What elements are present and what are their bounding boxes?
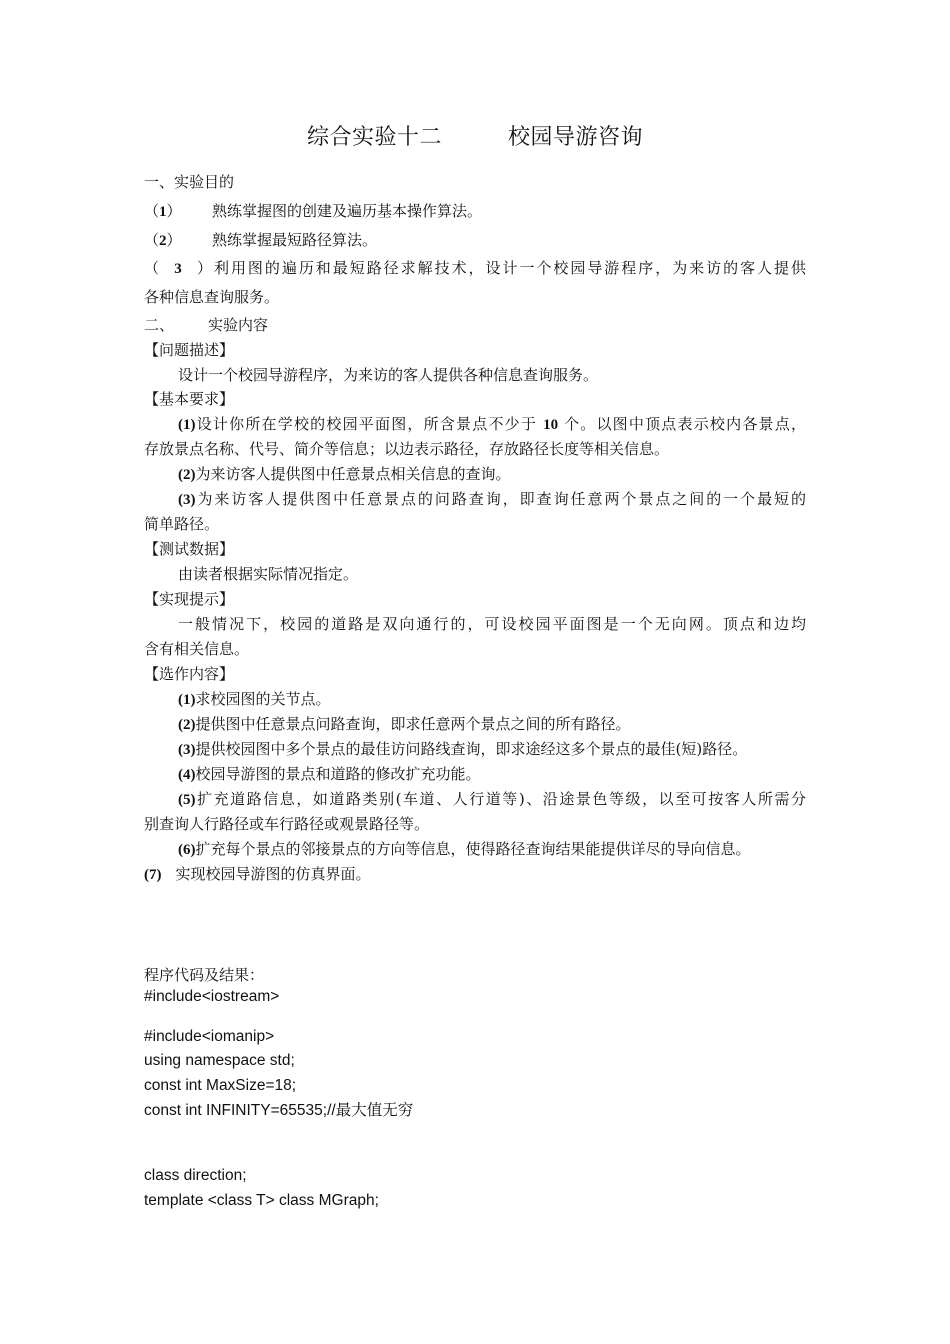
document-title xyxy=(0,120,950,151)
problem-text: 设计一个校园导游程序，为来访的客人提供各种信息查询服务。 xyxy=(178,366,599,384)
section2-heading: 二、 实验内容 xyxy=(144,316,269,334)
test-text: 由读者根据实际情况指定。 xyxy=(178,565,359,583)
objective-item-3: （3）利用图的遍历和最短路径求解技术，设计一个校园导游程序，为来访的客人提供 xyxy=(144,259,806,277)
optional-item-7: (7) 实现校园导游图的仿真界面。 xyxy=(144,865,371,883)
optional-item-1: (1)求校园图的关节点。 xyxy=(178,690,331,708)
optional-label: 【选作内容】 xyxy=(144,665,235,683)
code-line: using namespace std; xyxy=(144,1052,295,1069)
hint-label: 【实现提示】 xyxy=(144,590,235,608)
code-line: class direction; xyxy=(144,1167,247,1184)
code-line: #include<iostream> xyxy=(144,988,280,1005)
code-line: template <class T> class MGraph; xyxy=(144,1192,379,1209)
test-label: 【测试数据】 xyxy=(144,540,235,558)
basic-req-1: (1)设计你所在学校的校园平面图，所含景点不少于 10 个。以图中顶点表示校内各景点， xyxy=(178,415,806,433)
code-line: const int INFINITY=65535;//最大值无穷 xyxy=(144,1101,414,1119)
code-label: 程序代码及结果： xyxy=(144,966,265,984)
code-line: const int MaxSize=18; xyxy=(144,1077,297,1094)
basic-req-2: (2)为来访客人提供图中任意景点相关信息的查询。 xyxy=(178,465,511,483)
optional-item-5-cont: 别查询人行路径或车行路径或观景路径等。 xyxy=(144,815,430,833)
basic-label: 【基本要求】 xyxy=(144,390,235,408)
objective-item-2: （2） 熟练掌握最短路径算法。 xyxy=(144,231,378,249)
section1-heading: 一、实验目的 xyxy=(144,173,235,191)
title-part1: 综合实验十二 xyxy=(306,125,442,150)
problem-label: 【问题描述】 xyxy=(144,341,235,359)
code-line: #include<iomanip> xyxy=(144,1028,275,1045)
optional-item-6: (6)扩充每个景点的邻接景点的方向等信息，使得路径查询结果能提供详尽的导向信息。 xyxy=(178,840,751,858)
objective-item-3-cont: 各种信息查询服务。 xyxy=(144,288,280,306)
optional-item-5: (5)扩充道路信息，如道路类别(车道、人行道等)、沿途景色等级，以至可按客人所需分 xyxy=(178,790,806,808)
code-comment: 最大值无穷 xyxy=(335,1101,414,1119)
hint-cont: 含有相关信息。 xyxy=(144,640,250,658)
basic-req-3: (3)为来访客人提供图中任意景点的问路查询，即查询任意两个景点之间的一个最短的 xyxy=(178,490,806,508)
objective-item-1: （1） 熟练掌握图的创建及遍历基本操作算法。 xyxy=(144,202,483,220)
basic-req-1-cont: 存放景点名称、代号、简介等信息；以边表示路径，存放路径长度等相关信息。 xyxy=(144,440,670,458)
basic-req-3-cont: 简单路径。 xyxy=(144,515,220,533)
optional-item-4: (4)校园导游图的景点和道路的修改扩充功能。 xyxy=(178,765,481,783)
hint-text: 一般情况下，校园的道路是双向通行的，可设校园平面图是一个无向网。顶点和边均 xyxy=(178,615,806,633)
optional-item-3: (3)提供校园图中多个景点的最佳访问路线查询，即求途经这多个景点的最佳(短)路径。 xyxy=(178,740,748,758)
optional-item-2: (2)提供图中任意景点问路查询，即求任意两个景点之间的所有路径。 xyxy=(178,715,631,733)
title-part2: 校园导游咨询 xyxy=(508,125,644,150)
